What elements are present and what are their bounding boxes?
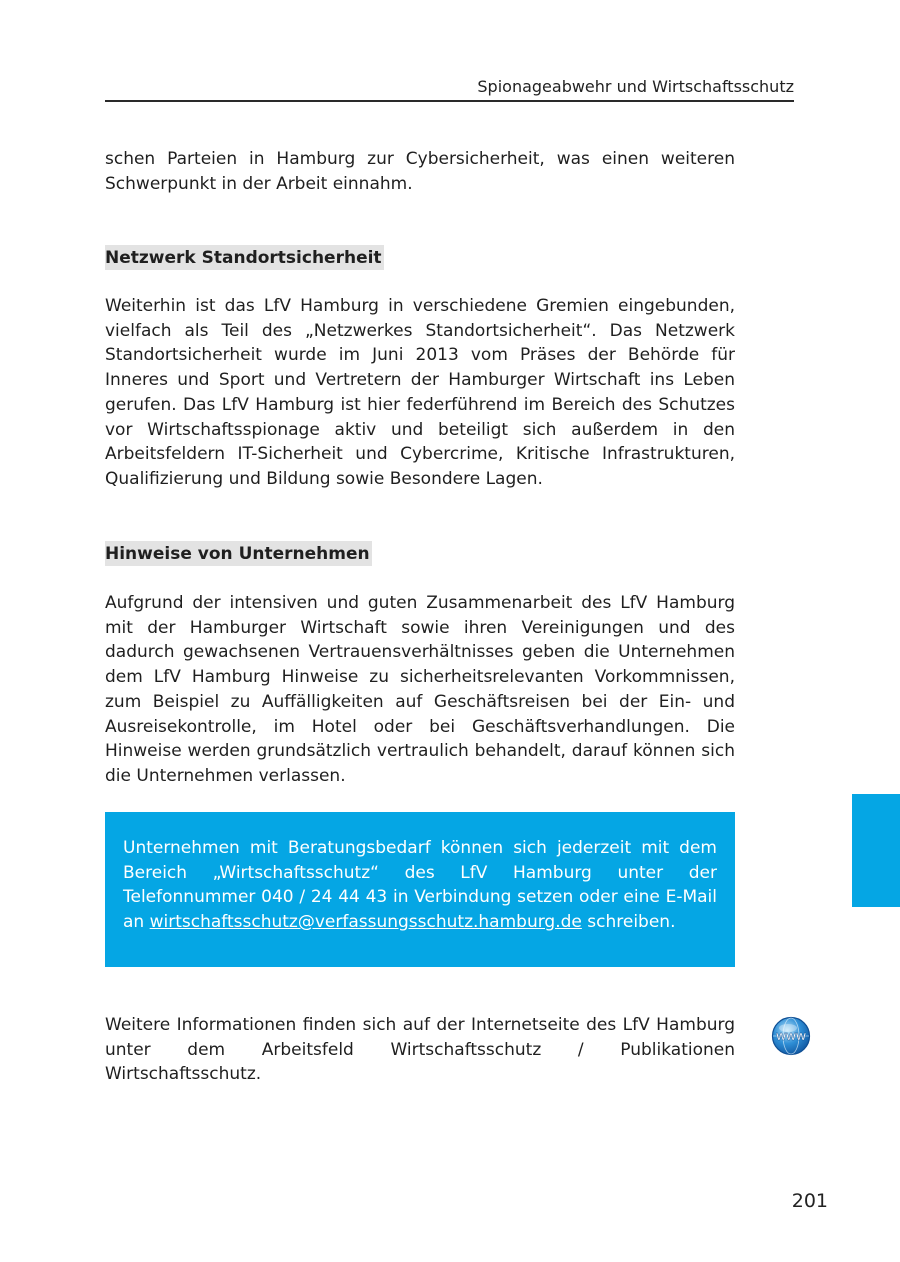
intro-continuation-paragraph: schen Parteien in Hamburg zur Cybersicherheit, was einen weiteren Schwerpunkt in der Arbeit einnahm. [105, 149, 735, 194]
running-header-title: Spionageabwehr und Wirtschaftsschutz [477, 77, 794, 96]
page-number: 201 [791, 1190, 828, 1212]
info-box-text: Unternehmen mit Beratungsbedarf können sich jederzeit mit dem Bereich „Wirtschaftsschutz“ des LfV Hamburg unter der Telefonnummer 040 / 24 44 43 in Verbindung setzen oder eine E-Mail an [123, 838, 717, 933]
www-globe-icon [771, 1016, 811, 1056]
contact-info-box [105, 812, 735, 967]
heading-netzwerk-standortsicherheit: Netzwerk Standortsicherheit [105, 245, 384, 270]
further-info-paragraph: Weitere Informationen finden sich auf der Internetseite des LfV Hamburg unter dem Arbeitsfeld Wirtschaftsschutz / Publikationen Wirtschaftsschutz. [105, 1015, 735, 1085]
www-icon-label: WWW [776, 1031, 806, 1043]
hinweise-paragraph: Aufgrund der intensiven und guten Zusammenarbeit des LfV Hamburg mit der Hamburger Wirtschaft sowie ihren Vereinigungen und des dadurch gewachsenen Vertrauensverhältnisses geben die Unternehmen dem LfV Hamburg Hinweise zu sicherheitsrelevanten Vorkommnissen, zum Beispiel zu Auffälligkeiten auf Geschäftsreisen bei der Ein- und Ausreisekontrolle, im Hotel oder bei Geschäftsverhandlungen. Die Hinweise werden grundsätzlich vertraulich behandelt, darauf können sich die Unternehmen verlassen. [105, 593, 735, 786]
contact-email-link[interactable]: wirtschaftsschutz@verfassungsschutz.hamburg.de [149, 912, 582, 933]
running-header [105, 76, 794, 102]
heading-hinweise-von-unternehmen: Hinweise von Unternehmen [105, 541, 372, 566]
info-box-text-end: schreiben. [587, 912, 676, 933]
netzwerk-paragraph: Weiterhin ist das LfV Hamburg in verschiedene Gremien eingebunden, vielfach als Teil des „Netzwerkes Standortsicherheit“. Das Netzwerk Standortsicherheit wurde im Juni 2013 vom Präses der Behörde für Inneres und Sport und Vertretern der Hamburger Wirtschaft ins Leben gerufen. Das LfV Hamburg ist hier federführend im Bereich des Schutzes vor Wirtschaftsspionage aktiv und beteiligt sich außerdem in den Arbeitsfeldern IT-Sicherheit und Cybercrime, Kritische Infrastrukturen, Qualifizierung und Bildung sowie Besondere Lagen. [105, 296, 735, 489]
chapter-side-tab [852, 794, 900, 907]
